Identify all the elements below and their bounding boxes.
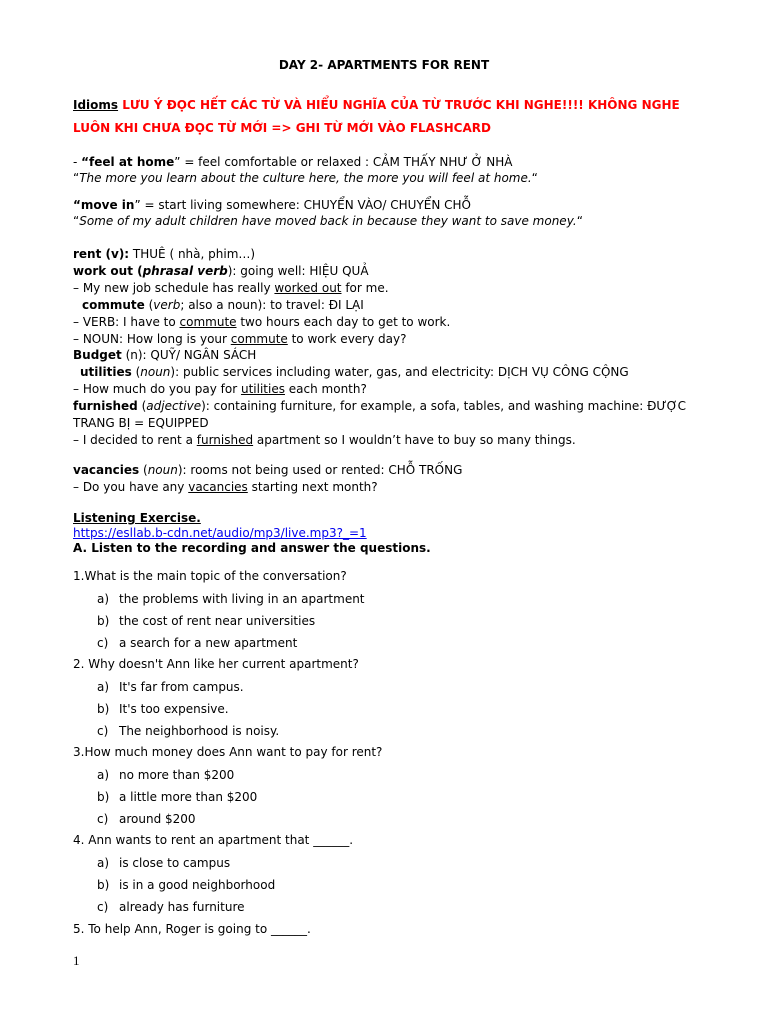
- question-2: 2. Why doesn't Ann like her current apartment?: [73, 657, 359, 671]
- option-marker: c): [97, 900, 109, 914]
- vocab-vacancies: vacancies (noun): rooms not being used or rented: CHỖ TRỐNG: [73, 463, 463, 477]
- audio-link[interactable]: https://esllab.b-cdn.net/audio/mp3/live.mp3?_=1: [73, 526, 367, 540]
- option-marker: b): [97, 614, 110, 628]
- example-feel-at-home: “The more you learn about the culture here, the more you will feel at home.“: [73, 171, 538, 185]
- option-text: around $200: [119, 812, 196, 826]
- option-marker: b): [97, 790, 110, 804]
- vocab-work-out: work out (phrasal verb): going well: HIỆU QUẢ: [73, 264, 369, 278]
- example-commute-verb: – VERB: I have to commute two hours each day to get to work.: [73, 315, 451, 329]
- term-commute: commute: [82, 298, 145, 312]
- option-3-b: [97, 789, 257, 805]
- vocab-rent: rent (v): THUÊ ( nhà, phim…): [73, 247, 256, 261]
- term-furnished: furnished: [73, 399, 138, 413]
- example-work-out: – My new job schedule has really worked out for me.: [73, 281, 389, 295]
- option-text: a little more than $200: [119, 790, 258, 804]
- term-feel-at-home: “feel at home: [81, 155, 175, 169]
- option-4-b: [97, 877, 275, 893]
- vocab-furnished-cont: TRANG BỊ = EQUIPPED: [73, 416, 209, 430]
- option-marker: c): [97, 812, 109, 826]
- page-title: DAY 2- APARTMENTS FOR RENT: [278, 58, 490, 72]
- example-utilities: – How much do you pay for utilities each month?: [73, 382, 367, 396]
- option-text: no more than $200: [119, 768, 235, 782]
- option-text: It's far from campus.: [119, 680, 244, 694]
- vocab-utilities: utilities (noun): public services including water, gas, and electricity: DỊCH VỤ CÔNG CỘNG: [80, 365, 629, 379]
- example-commute-noun: – NOUN: How long is your commute to work every day?: [73, 332, 407, 346]
- option-marker: b): [97, 878, 110, 892]
- example-vacancies: – Do you have any vacancies starting next month?: [73, 480, 378, 494]
- term-rent: rent (v):: [73, 247, 130, 261]
- option-4-c: [97, 899, 245, 915]
- idioms-note-2: LUÔN KHI CHƯA ĐỌC TỪ MỚI => GHI TỪ MỚI VÀO FLASHCARD: [73, 121, 491, 135]
- option-2-c: [97, 723, 279, 739]
- vocab-furnished: furnished (adjective): containing furniture, for example, a sofa, tables, and washing machine: ĐƯỢC: [73, 399, 686, 413]
- term-utilities: utilities: [80, 365, 132, 379]
- option-marker: a): [97, 856, 110, 870]
- option-marker: a): [97, 768, 110, 782]
- option-text: The neighborhood is noisy.: [119, 724, 280, 738]
- option-text: already has furniture: [119, 900, 245, 914]
- option-2-b: [97, 701, 229, 717]
- listening-instruction: A. Listen to the recording and answer the questions.: [73, 541, 431, 555]
- option-marker: a): [97, 680, 110, 694]
- option-text: the cost of rent near universities: [119, 614, 316, 628]
- vocab-commute: commute (verb; also a noun): to travel: ĐI LẠI: [82, 298, 364, 312]
- option-4-a: [97, 855, 230, 871]
- idioms-note-1: LƯU Ý ĐỌC HẾT CÁC TỪ VÀ HIỂU NGHĨA CỦA TỪ TRƯỚC KHI NGHE!!!! KHÔNG NGHE: [118, 98, 680, 112]
- option-3-c: [97, 811, 196, 827]
- option-text: is close to campus: [119, 856, 231, 870]
- term-move-in: “move in: [73, 198, 135, 212]
- question-3: 3.How much money does Ann want to pay for rent?: [73, 745, 383, 759]
- vocab-feel-at-home: - “feel at home” = feel comfortable or relaxed : CẢM THẤY NHƯ Ở NHÀ: [73, 155, 513, 169]
- option-text: It's too expensive.: [119, 702, 229, 716]
- example-furnished: – I decided to rent a furnished apartment so I wouldn’t have to buy so many things.: [73, 433, 576, 447]
- question-1: 1.What is the main topic of the conversation?: [73, 569, 347, 583]
- option-marker: b): [97, 702, 110, 716]
- question-5: 5. To help Ann, Roger is going to ______.: [73, 922, 311, 936]
- term-vacancies: vacancies: [73, 463, 140, 477]
- page-number: 1: [73, 953, 80, 968]
- listening-heading: Listening Exercise.: [73, 511, 201, 525]
- vocab-move-in: “move in” = start living somewhere: CHUYỂN VÀO/ CHUYỂN CHỖ: [73, 198, 471, 212]
- option-1-b: [97, 613, 315, 629]
- option-2-a: [97, 679, 244, 695]
- option-text: a search for a new apartment: [119, 636, 298, 650]
- option-1-a: [97, 591, 365, 607]
- idioms-label: Idioms: [73, 98, 119, 112]
- option-1-c: [97, 635, 297, 651]
- question-4: 4. Ann wants to rent an apartment that ______.: [73, 833, 354, 847]
- option-marker: c): [97, 724, 109, 738]
- option-marker: c): [97, 636, 109, 650]
- option-text: is in a good neighborhood: [119, 878, 276, 892]
- example-move-in: “Some of my adult children have moved back in because they want to save money.“: [73, 214, 583, 228]
- term-budget: Budget: [73, 348, 122, 362]
- option-3-a: [97, 767, 234, 783]
- option-marker: a): [97, 592, 110, 606]
- option-text: the problems with living in an apartment: [119, 592, 365, 606]
- term-work-out: work out (: [73, 264, 143, 278]
- vocab-budget: Budget (n): QUỸ/ NGÂN SÁCH: [73, 348, 257, 362]
- idioms-line-1: [73, 97, 680, 113]
